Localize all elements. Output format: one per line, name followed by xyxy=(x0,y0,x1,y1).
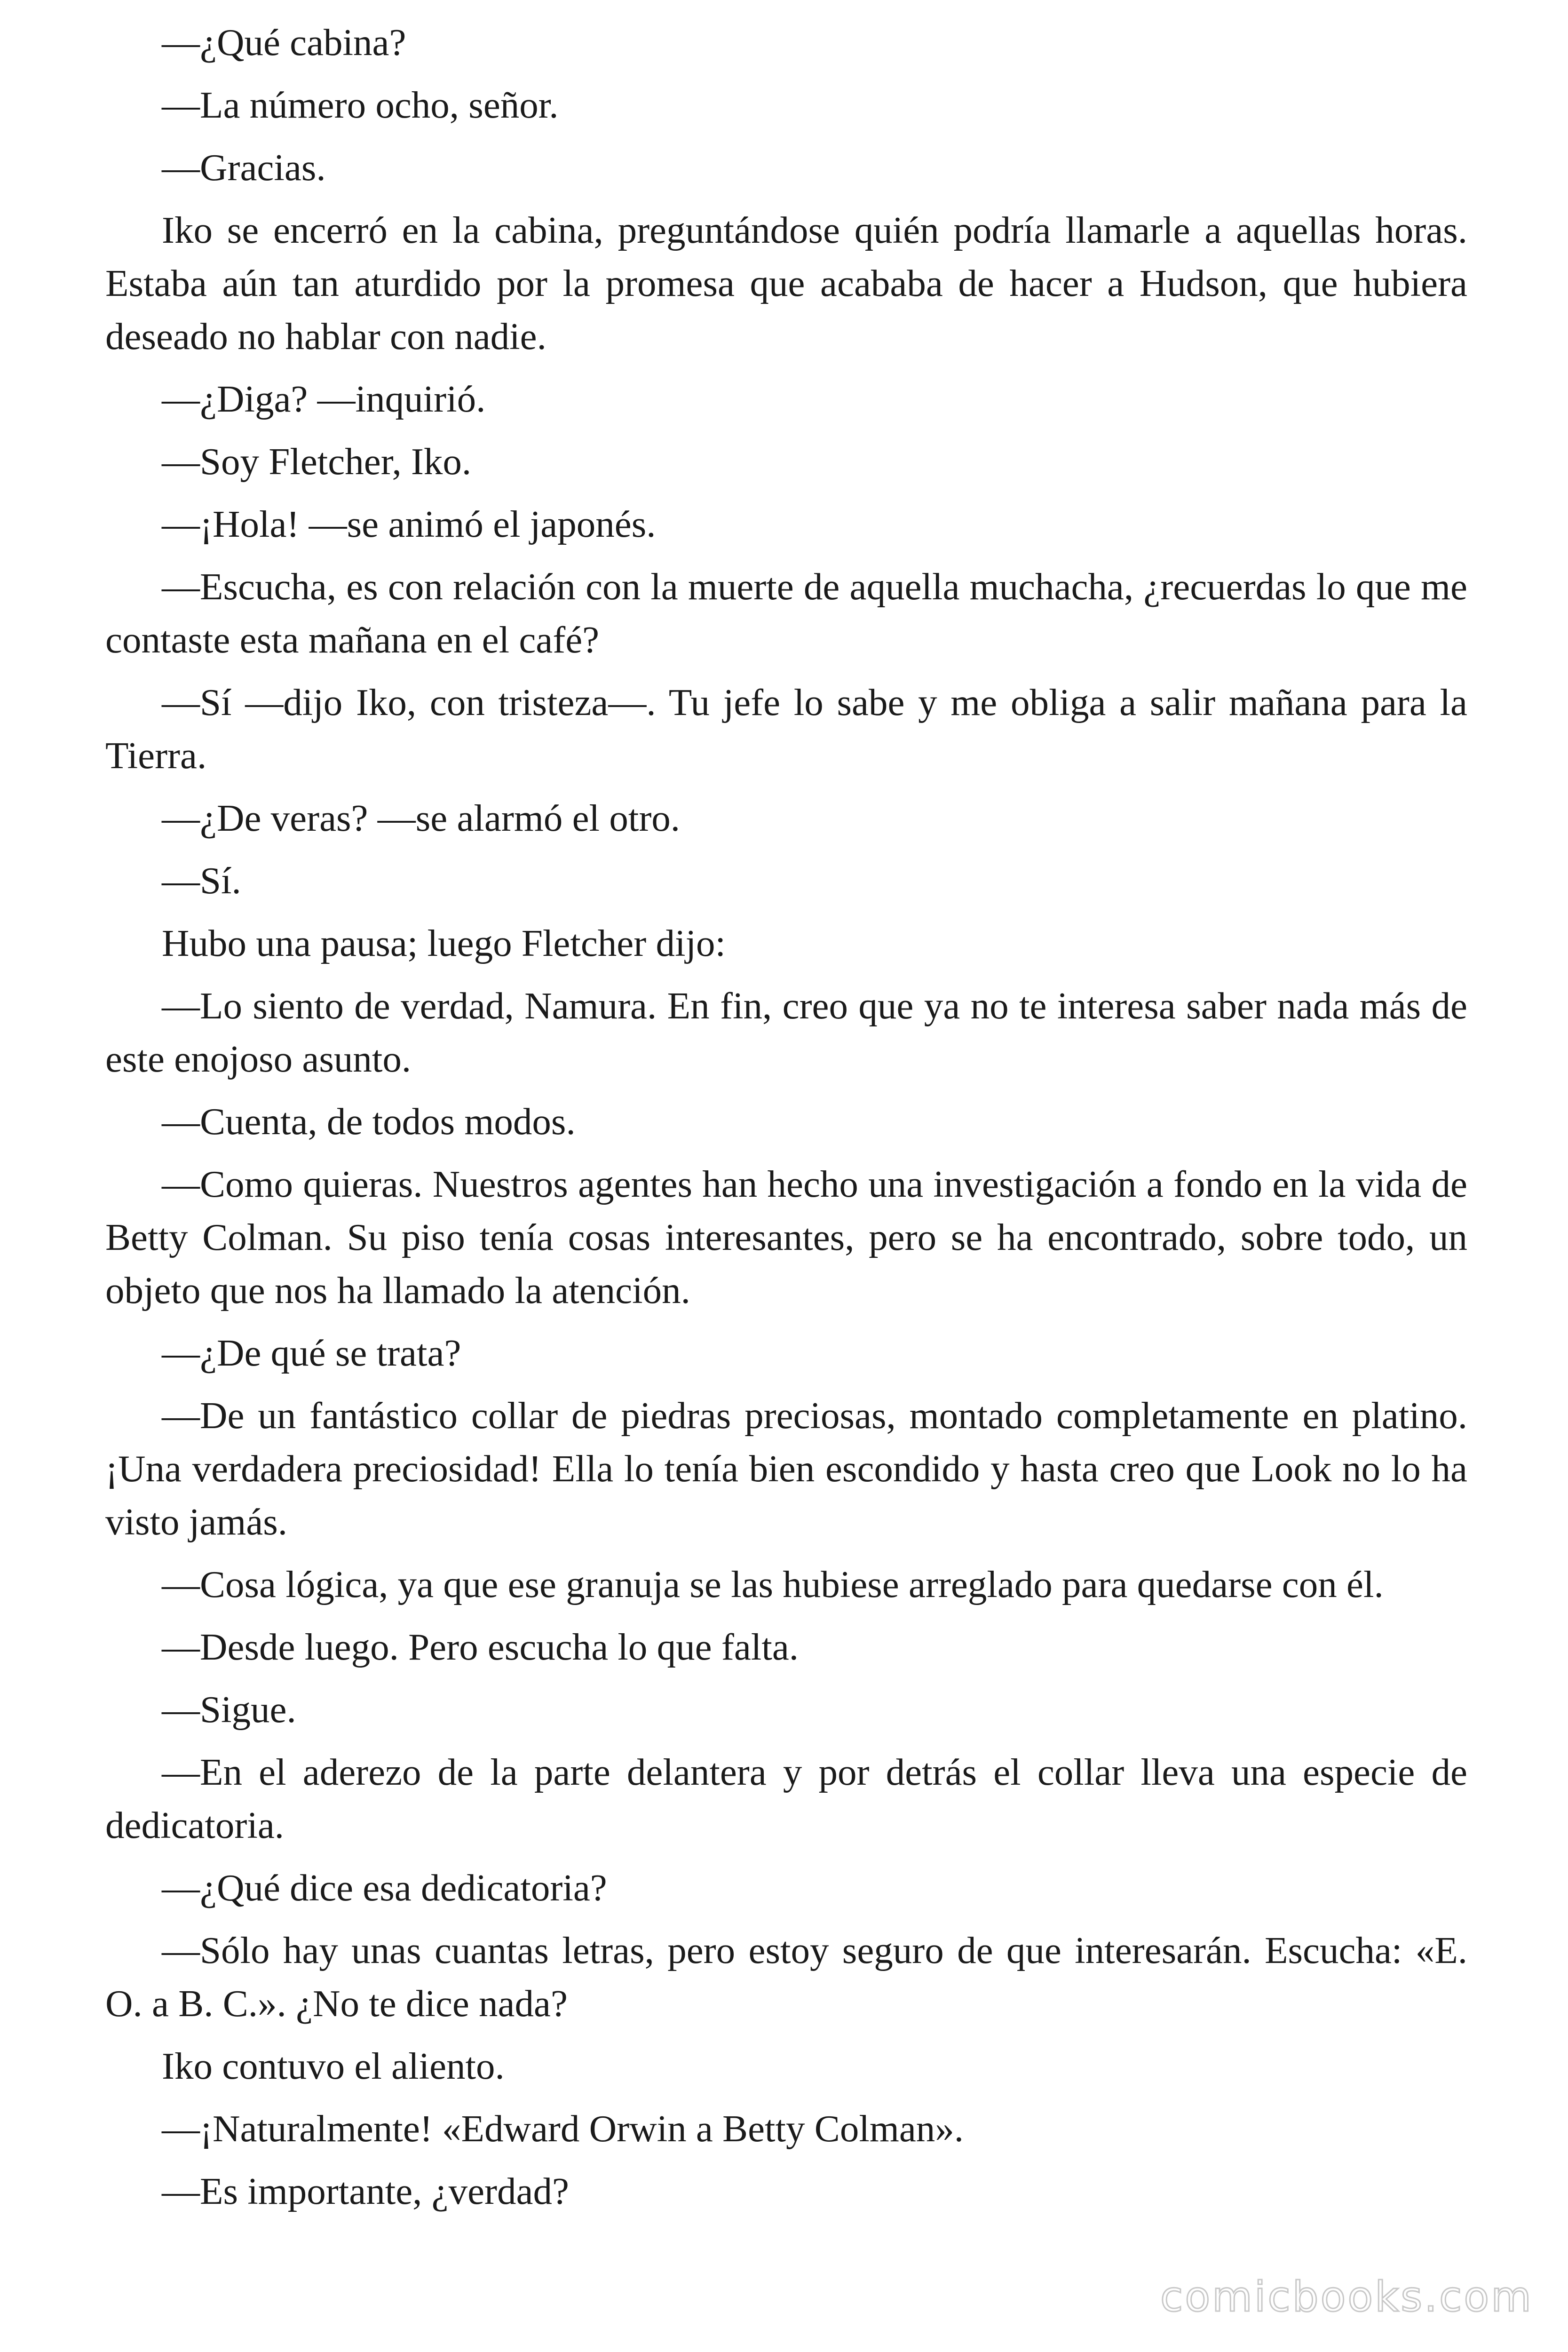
paragraph: —Gracias. xyxy=(162,146,326,189)
paragraph: —Sólo hay unas cuantas letras, pero estoy seguro de que interesarán. Escucha: «E. O. a B. C.». ¿No te dice nada? xyxy=(105,1929,1467,2025)
paragraph: Iko se encerró en la cabina, preguntándose quién podría llamarle a aquellas horas. Estaba aún tan aturdido por la promesa que acababa de hacer a Hudson, que hubiera deseado no hablar con nadie. xyxy=(105,209,1467,358)
paragraph: —Lo siento de verdad, Namura. En fin, creo que ya no te interesa saber nada más de este enojoso asunto. xyxy=(105,985,1467,1080)
paragraph: —¿Qué cabina? xyxy=(162,21,406,64)
paragraph: —¿Diga? —inquirió. xyxy=(162,378,486,420)
paragraph: —¿Qué dice esa dedicatoria? xyxy=(162,1867,607,1909)
paragraph: —Escucha, es con relación con la muerte de aquella muchacha, ¿recuerdas lo que me contaste esta mañana en el café? xyxy=(105,565,1467,661)
paragraph: —En el aderezo de la parte delantera y por detrás el collar lleva una especie de dedicatoria. xyxy=(105,1751,1467,1846)
paragraph: —De un fantástico collar de piedras preciosas, montado completamente en platino. ¡Una verdadera preciosidad! Ella lo tenía bien escondido y hasta creo que Look no lo ha visto jamás. xyxy=(105,1394,1467,1543)
paragraph: —Sí —dijo Iko, con tristeza—. Tu jefe lo sabe y me obliga a salir mañana para la Tierra. xyxy=(105,681,1467,777)
paragraph: —¡Hola! —se animó el japonés. xyxy=(162,503,656,545)
paragraph: —¡Naturalmente! «Edward Orwin a Betty Colman». xyxy=(162,2107,964,2150)
paragraph: —Cosa lógica, ya que ese granuja se las hubiese arreglado para quedarse con él. xyxy=(162,1563,1384,1605)
paragraph: —Desde luego. Pero escucha lo que falta. xyxy=(162,1626,799,1668)
page-text xyxy=(105,16,1467,2227)
paragraph: —Sigue. xyxy=(162,1688,296,1731)
paragraph: —Es importante, ¿verdad? xyxy=(162,2170,569,2212)
paragraph: —¿De qué se trata? xyxy=(162,1332,461,1374)
paragraph: —La número ocho, señor. xyxy=(162,84,559,126)
paragraph: Iko contuvo el aliento. xyxy=(162,2045,505,2087)
paragraph: —Cuenta, de todos modos. xyxy=(162,1100,576,1143)
paragraph: Hubo una pausa; luego Fletcher dijo: xyxy=(162,922,726,964)
watermark: comicbooks.com xyxy=(1160,2273,1533,2321)
paragraph: —Sí. xyxy=(162,859,241,902)
paragraph: —Soy Fletcher, Iko. xyxy=(162,440,472,483)
paragraph: —¿De veras? —se alarmó el otro. xyxy=(162,797,681,839)
paragraph: —Como quieras. Nuestros agentes han hecho una investigación a fondo en la vida de Betty Colman. Su piso tenía cosas interesantes, pero se ha encontrado, sobre todo, un objeto que nos ha llamado la atención. xyxy=(105,1163,1467,1311)
